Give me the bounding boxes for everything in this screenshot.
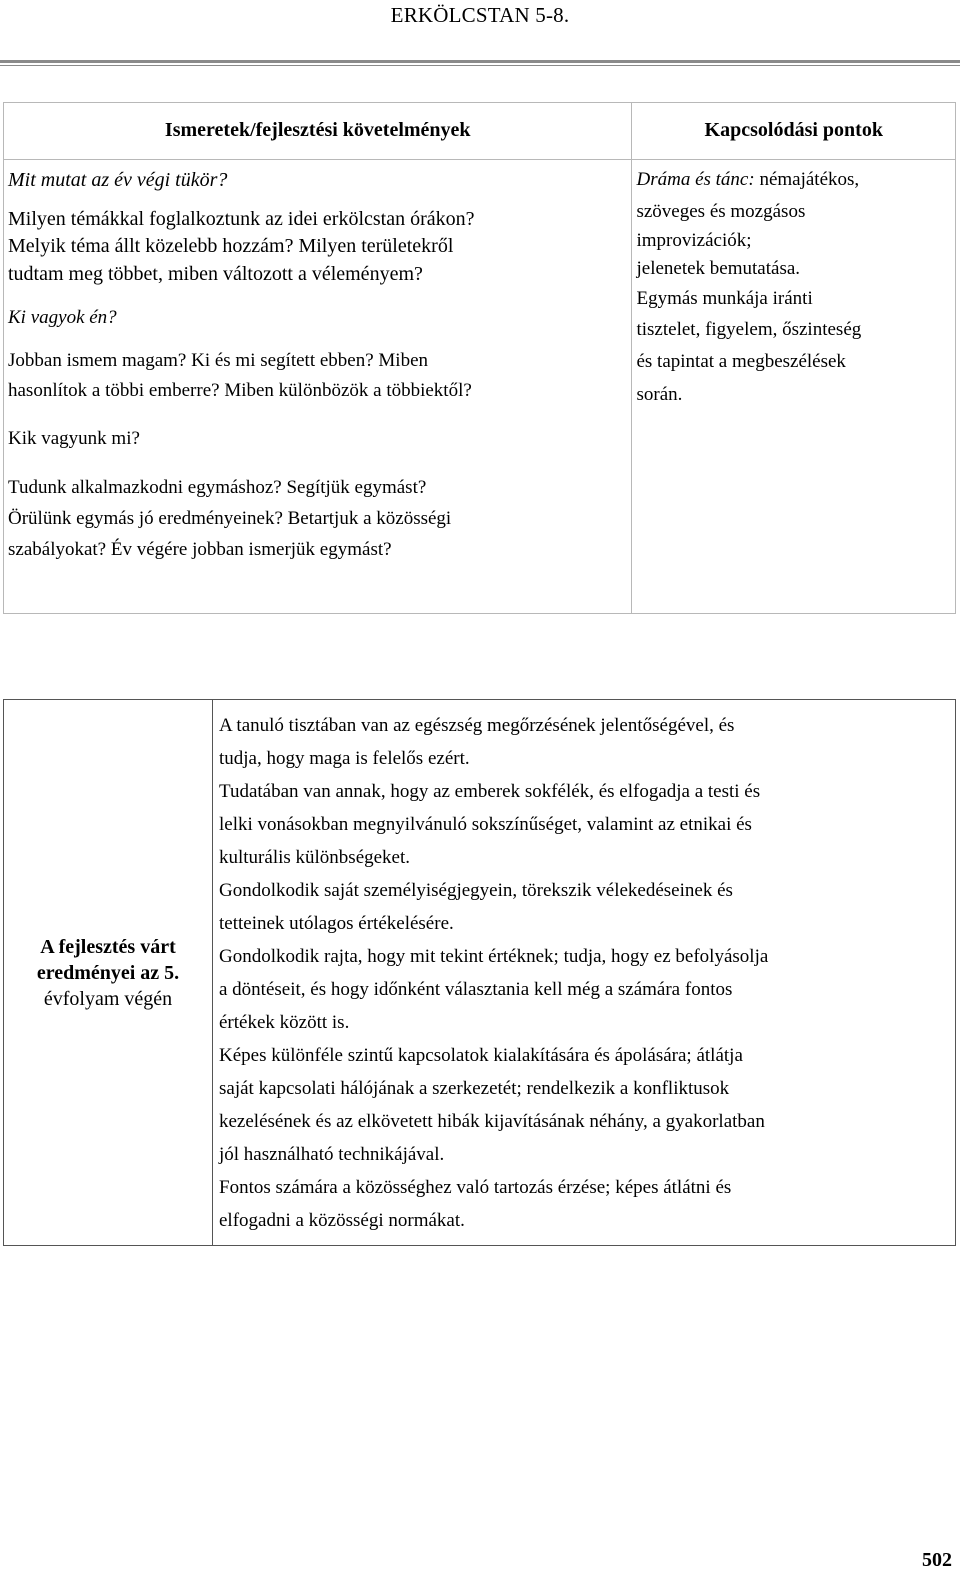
- outcome-line: elfogadni a közösségi normákat.: [219, 1210, 465, 1231]
- outcome-line: Gondolkodik saját személyiségjegyein, törekszik vélekedéseinek és: [219, 880, 733, 901]
- question-who-are-we: Kik vagyunk mi?: [8, 428, 140, 449]
- outcome-line: A tanuló tisztában van az egészség megőrzésének jelentőségével, és: [219, 715, 735, 736]
- col-header-connections: Kapcsolódási pontok: [632, 103, 956, 160]
- text-line: hasonlítok a többi emberre? Miben különbözök a többiektől?: [8, 380, 472, 401]
- page-number: 502: [922, 1549, 952, 1571]
- outcome-line: Gondolkodik rajta, hogy mit tekint értéknek; tudja, hogy ez befolyásolja: [219, 946, 769, 967]
- outcome-line: Képes különféle szintű kapcsolatok kialakítására és ápolására; átlátja: [219, 1045, 743, 1066]
- outcome-line: tetteinek utólagos értékelésére.: [219, 913, 454, 934]
- header-rule-thin: [0, 65, 960, 66]
- outcomes-label: [4, 700, 213, 1246]
- connection-line: [636, 164, 951, 196]
- connection-line: jelenetek bemutatása.: [636, 258, 801, 279]
- outcome-line: saját kapcsolati hálójának a szerkezetét; rendelkezik a konfliktusok: [219, 1078, 730, 1099]
- header-rule: [0, 60, 960, 63]
- outcome-line: értékek között is.: [219, 1012, 350, 1033]
- connection-line: Egymás munkája iránti: [636, 288, 813, 309]
- text-line: Milyen témákkal foglalkoztunk az idei erkölcstan órákon?: [8, 208, 475, 230]
- outcomes-body: [213, 700, 956, 1246]
- outcome-line: tudja, hogy maga is felelős ezért.: [219, 748, 470, 769]
- connection-line: improvizációk;: [636, 230, 752, 251]
- connections-cell: [632, 160, 956, 614]
- text-line: Melyik téma állt közelebb hozzám? Milyen területekről: [8, 235, 454, 257]
- text-line: szabályokat? Év végére jobban ismerjük egymást?: [8, 539, 392, 560]
- curriculum-table: [3, 102, 956, 614]
- connection-line: során.: [636, 384, 683, 405]
- text-line: Jobban ismem magam? Ki és mi segített ebben? Miben: [8, 350, 429, 371]
- connection-line: és tapintat a megbeszélések: [636, 351, 846, 372]
- outcome-line: jól használható technikájával.: [219, 1144, 445, 1165]
- outcome-line: lelki vonásokban megnyilvánuló sokszínűséget, valamint az etnikai és: [219, 814, 752, 835]
- connection-line: szöveges és mozgásos: [636, 201, 806, 222]
- label-line: évfolyam végén: [43, 987, 173, 1010]
- label-line: eredményei az 5.: [36, 961, 180, 984]
- question-year-mirror: Mit mutat az év végi tükör?: [8, 169, 228, 191]
- subject-drama-dance: Dráma és tánc:: [636, 169, 755, 190]
- text-line: Tudunk alkalmazkodni egymáshoz? Segítjük egymást?: [8, 477, 427, 498]
- requirements-cell: [4, 160, 632, 614]
- text-line: Örülünk egymás jó eredményeinek? Betartjuk a közösségi: [8, 508, 452, 529]
- text-line: tudtam meg többet, miben változott a véleményem?: [8, 263, 423, 285]
- connection-text: némajátékos,: [754, 169, 860, 190]
- running-header: ERKÖLCSTAN 5-8.: [390, 3, 570, 27]
- question-who-am-i: Ki vagyok én?: [8, 307, 117, 328]
- outcome-line: Tudatában van annak, hogy az emberek sokfélék, és elfogadja a testi és: [219, 781, 761, 802]
- col-header-requirements: Ismeretek/fejlesztési követelmények: [4, 103, 632, 160]
- label-line: A fejlesztés várt: [40, 935, 176, 958]
- connection-line: tisztelet, figyelem, őszinteség: [636, 319, 862, 340]
- outcome-line: kulturális különbségeket.: [219, 847, 411, 868]
- outcome-line: kezelésének és az elkövetett hibák kijavításának néhány, a gyakorlatban: [219, 1111, 765, 1132]
- outcome-line: Fontos számára a közösséghez való tartozás érzése; képes átlátni és: [219, 1177, 732, 1198]
- outcome-line: a döntéseit, és hogy időnként választania kell még a számára fontos: [219, 979, 733, 1000]
- outcomes-table: [3, 699, 956, 1246]
